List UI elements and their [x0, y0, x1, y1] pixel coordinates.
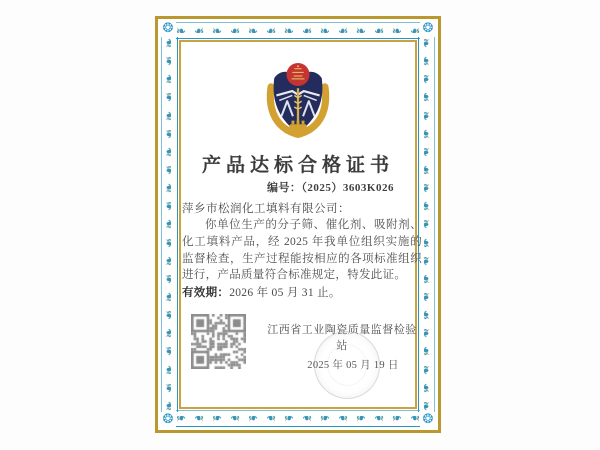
scroll-ornament-glyph: ❧	[265, 411, 276, 426]
validity-line	[182, 284, 341, 300]
scroll-ornament-glyph: ❧	[162, 128, 177, 139]
qr-code-icon	[191, 314, 246, 369]
recipient-company: 萍乡市松润化工填料有限公司：	[182, 203, 350, 215]
border-ornament-left	[161, 37, 178, 412]
scroll-ornament-glyph: ❧	[319, 411, 330, 426]
scroll-ornament-glyph: ❧	[409, 411, 420, 426]
scroll-ornament-glyph: ❧	[419, 201, 434, 212]
scroll-ornament-glyph: ❧	[162, 291, 177, 302]
scroll-ornament-glyph: ❧	[176, 23, 187, 38]
serial-number: 编号：（2025）3603K026	[266, 182, 394, 194]
scroll-ornament-glyph: ❧	[211, 23, 223, 38]
scroll-ornament-glyph: ❧	[419, 255, 434, 266]
scroll-ornament-glyph: ❧	[419, 183, 434, 194]
scroll-ornament-glyph: ❧	[162, 37, 177, 49]
scroll-ornament-glyph: ❧	[229, 411, 241, 426]
scroll-ornament-glyph: ❧	[355, 23, 366, 38]
issue-date: 2025 年 05 月 19 日	[307, 360, 399, 371]
border-ornament-bottom	[176, 410, 420, 427]
scroll-ornament-glyph: ❧	[419, 310, 434, 321]
scroll-ornament-glyph: ❧	[229, 23, 241, 38]
issuing-authority: 江西省工业陶瓷质量监督检验站	[267, 324, 417, 352]
scroll-ornament-glyph: ❧	[419, 400, 434, 411]
scroll-ornament-glyph: ❧	[391, 23, 402, 38]
scroll-ornament-glyph: ❧	[162, 255, 177, 266]
certificate-sheet	[155, 16, 441, 433]
border-corner-ornament: ❂	[162, 21, 174, 36]
certificate-body-text: 你单位生产的分子筛、催化剂、吸附剂、化工填料产品，经 2025 年我单位组织实施的监督检查，生产过程能按相应的各项标准组织进行，产品质量符合标准规定，特发此证。	[182, 219, 422, 282]
scroll-ornament-glyph: ❧	[162, 237, 177, 248]
scroll-ornament-glyph: ❧	[162, 146, 177, 157]
scroll-ornament-glyph: ❧	[419, 219, 434, 230]
scroll-ornament-glyph: ❧	[162, 328, 177, 339]
scroll-ornament-glyph: ❧	[419, 110, 434, 121]
scroll-ornament-glyph: ❧	[337, 23, 348, 38]
certificate-title: 产品达标合格证书	[201, 155, 394, 176]
scroll-ornament-glyph: ❧	[162, 74, 177, 85]
scroll-ornament-glyph: ❧	[419, 291, 434, 302]
scroll-ornament-glyph: ❧	[419, 346, 434, 357]
scroll-ornament-glyph: ❧	[373, 23, 384, 38]
scroll-ornament-glyph: ❧	[247, 411, 258, 426]
china-quality-supervision-emblem-icon	[262, 59, 334, 139]
scroll-ornament-glyph: ❧	[247, 23, 258, 38]
scroll-ornament-glyph: ❧	[373, 411, 384, 426]
scroll-ornament-glyph: ❧	[419, 146, 434, 157]
scroll-ornament-glyph: ❧	[162, 346, 177, 357]
scroll-ornament-glyph: ❧	[337, 411, 348, 426]
scroll-ornament-glyph: ❧	[419, 74, 434, 85]
scroll-ornament-glyph: ❧	[283, 411, 294, 426]
scroll-ornament-glyph: ❧	[419, 237, 434, 248]
national-emblem	[286, 63, 309, 86]
scroll-ornament-glyph: ❧	[419, 328, 434, 339]
scroll-ornament-glyph: ❧	[162, 92, 177, 103]
scroll-ornament-glyph: ❧	[419, 37, 434, 49]
scroll-ornament-glyph: ❧	[419, 382, 434, 393]
validity-value: 2026 年 05 月 31 止。	[229, 287, 341, 299]
scroll-ornament-glyph: ❧	[419, 273, 434, 284]
scroll-ornament-glyph: ❧	[391, 411, 402, 426]
scroll-ornament-glyph: ❧	[162, 219, 177, 230]
scroll-ornament-glyph: ❧	[162, 273, 177, 284]
border-ornament-top	[176, 22, 420, 39]
scroll-ornament-glyph: ❧	[319, 23, 330, 38]
scroll-ornament-glyph: ❧	[419, 92, 434, 103]
scroll-ornament-glyph: ❧	[162, 310, 177, 321]
validity-label: 有效期：	[182, 287, 230, 299]
scroll-ornament-glyph: ❧	[419, 56, 434, 67]
scroll-ornament-glyph: ❧	[419, 364, 434, 375]
scroll-ornament-glyph: ❧	[162, 364, 177, 375]
scroll-ornament-glyph: ❧	[162, 382, 177, 393]
scroll-ornament-glyph: ❧	[162, 183, 177, 194]
border-corner-ornament: ❂	[422, 412, 434, 427]
border-corner-ornament: ❂	[162, 412, 174, 427]
scroll-ornament-glyph: ❧	[193, 411, 205, 426]
scroll-ornament-glyph: ❧	[355, 411, 366, 426]
scroll-ornament-glyph: ❧	[409, 23, 420, 38]
scroll-ornament-glyph: ❧	[162, 110, 177, 121]
scroll-ornament-glyph: ❧	[301, 23, 312, 38]
scroll-ornament-glyph: ❧	[283, 23, 294, 38]
scroll-ornament-glyph: ❧	[265, 23, 276, 38]
scroll-ornament-glyph: ❧	[301, 411, 312, 426]
scroll-ornament-glyph: ❧	[193, 23, 205, 38]
scroll-ornament-glyph: ❧	[211, 411, 223, 426]
scroll-ornament-glyph: ❧	[162, 400, 177, 411]
scroll-ornament-glyph: ❧	[162, 164, 177, 176]
scroll-ornament-glyph: ❧	[176, 411, 187, 426]
scroll-ornament-glyph: ❧	[419, 164, 434, 176]
scroll-ornament-glyph: ❧	[162, 201, 177, 212]
scroll-ornament-glyph: ❧	[419, 128, 434, 139]
scroll-ornament-glyph: ❧	[162, 56, 177, 67]
border-corner-ornament: ❂	[422, 21, 434, 36]
